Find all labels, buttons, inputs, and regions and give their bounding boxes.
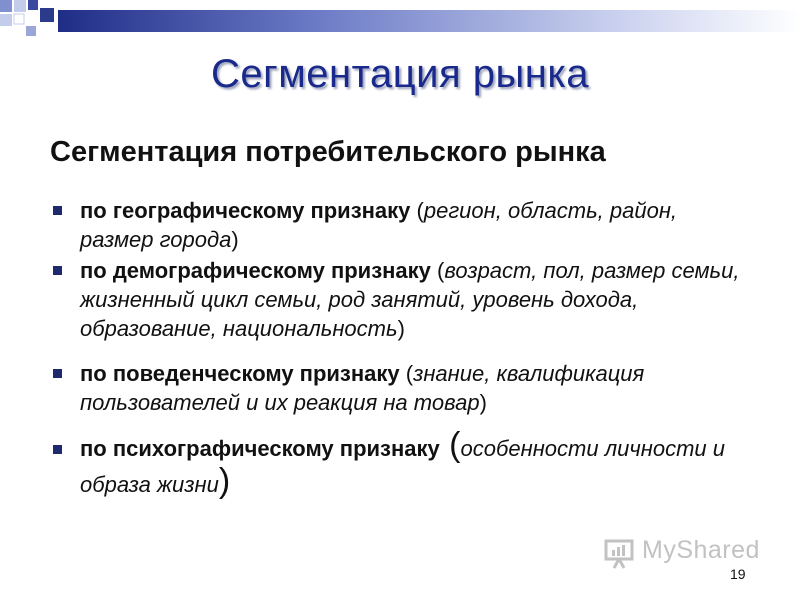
close-paren: ) bbox=[218, 462, 231, 500]
item-examples: особенности личности и образа жизни bbox=[80, 436, 725, 497]
segmentation-list bbox=[48, 196, 748, 503]
item-criterion: по географическому признаку bbox=[80, 198, 411, 223]
slide-title: Сегментация рынка bbox=[211, 52, 589, 96]
presentation-board-icon bbox=[604, 539, 636, 569]
item-examples: знание, квалификация пользователей и их реакция на товар bbox=[80, 361, 645, 415]
list-item-geographic bbox=[48, 196, 748, 254]
item-examples: возраст, пол, размер семьи, жизненный цикл семьи, род занятий, уровень дохода, образование, национальность bbox=[80, 258, 740, 341]
list-item-demographic bbox=[48, 256, 748, 343]
list-item-psychographic bbox=[48, 426, 748, 503]
watermark-text: MyShared bbox=[642, 536, 760, 564]
square-bullet-icon bbox=[53, 445, 62, 454]
open-paren: ( bbox=[439, 426, 461, 464]
open-paren: ( bbox=[399, 361, 414, 386]
square-bullet-icon bbox=[53, 266, 62, 275]
item-criterion: по демографическому признаку bbox=[80, 258, 431, 283]
close-paren: ) bbox=[397, 316, 405, 341]
item-criterion: по поведенческому признаку bbox=[80, 361, 400, 386]
open-paren: ( bbox=[410, 198, 424, 223]
close-paren: ) bbox=[231, 227, 239, 252]
close-paren: ) bbox=[479, 390, 487, 415]
item-criterion: по психографическому признаку bbox=[80, 436, 440, 461]
slide-subtitle: Сегментация потребительского рынка bbox=[50, 136, 606, 168]
square-bullet-icon bbox=[53, 206, 62, 215]
square-bullet-icon bbox=[53, 369, 62, 378]
slide-number: 19 bbox=[730, 566, 746, 582]
header-decoration bbox=[0, 0, 800, 40]
item-examples: регион, область, район, размер города bbox=[80, 198, 678, 252]
open-paren: ( bbox=[430, 258, 445, 283]
list-item-behavioral bbox=[48, 359, 748, 417]
